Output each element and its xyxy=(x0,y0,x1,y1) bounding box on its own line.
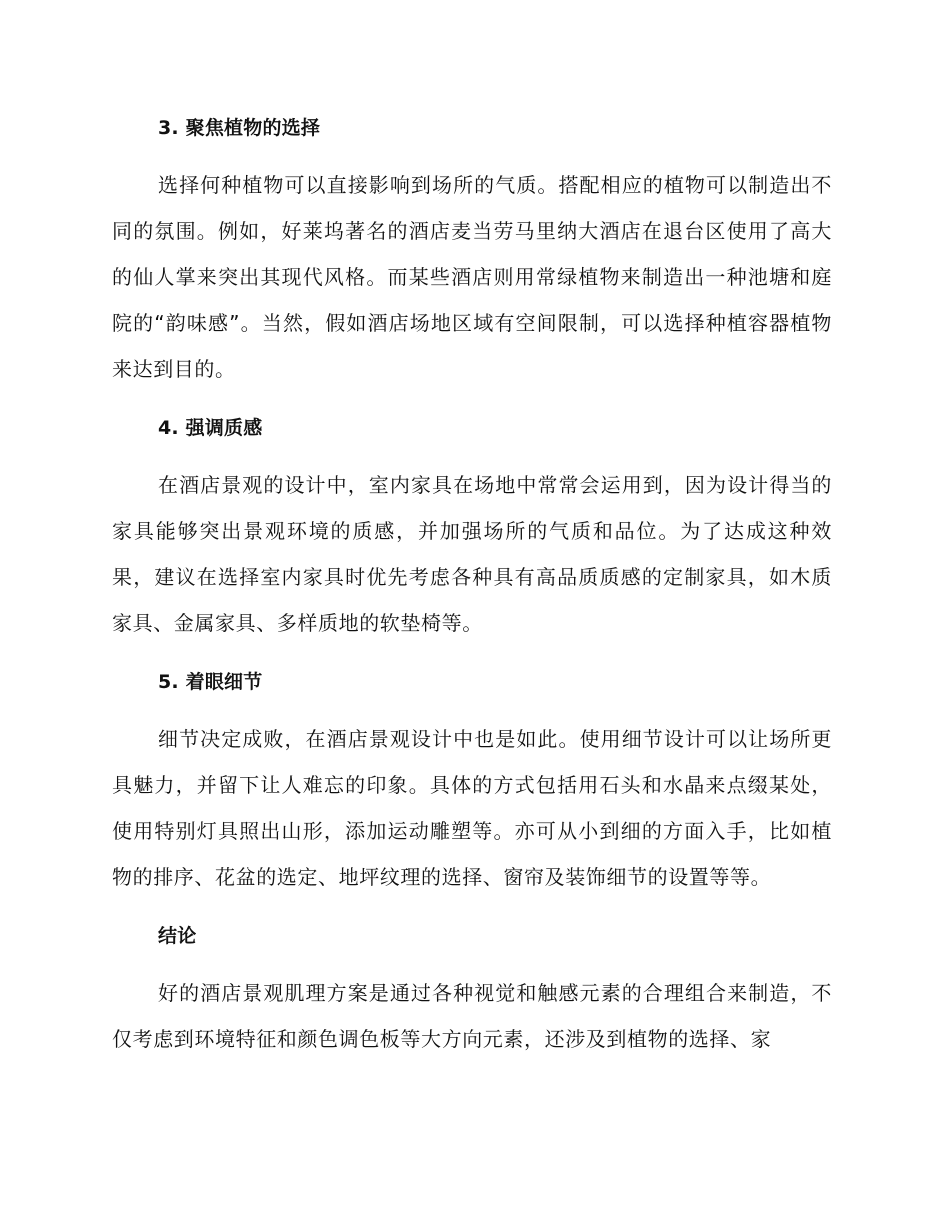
document-body xyxy=(112,112,832,1076)
section-heading-plants: 3. 聚焦植物的选择 xyxy=(158,117,321,139)
section-heading-conclusion: 结论 xyxy=(158,925,197,947)
section-paragraph-details: 细节决定成败，在酒店景观设计中也是如此。使用细节设计可以让场所更具魅力，并留下让人难忘的印象。具体的方式包括用石头和水晶来点缀某处，使用特别灯具照出山形，添加运动雕塑等。亦可从小到细的方面入手，比如植物的排序、花盆的选定、地坪纹理的选择、窗帘及装饰细节的设置等等。 xyxy=(112,727,832,889)
section-heading-details: 5. 着眼细节 xyxy=(158,671,263,693)
section-paragraph-texture: 在酒店景观的设计中，室内家具在场地中常常会运用到，因为设计得当的家具能够突出景观环境的质感，并加强场所的气质和品位。为了达成这种效果，建议在选择室内家具时优先考虑各种具有高品质质感的定制家具，如木质家具、金属家具、多样质地的软垫椅等。 xyxy=(112,473,832,635)
section-paragraph-plants: 选择何种植物可以直接影响到场所的气质。搭配相应的植物可以制造出不同的氛围。例如，好莱坞著名的酒店麦当劳马里纳大酒店在退台区使用了高大的仙人掌来突出其现代风格。而某些酒店则用常绿植物来制造出一种池塘和庭院的“韵味感”。当然，假如酒店场地区域有空间限制，可以选择种植容器植物来达到目的。 xyxy=(112,173,832,381)
section-paragraph-conclusion: 好的酒店景观肌理方案是通过各种视觉和触感元素的合理组合来制造，不仅考虑到环境特征和颜色调色板等大方向元素，还涉及到植物的选择、家 xyxy=(112,981,832,1051)
section-heading-texture: 4. 强调质感 xyxy=(158,417,263,439)
